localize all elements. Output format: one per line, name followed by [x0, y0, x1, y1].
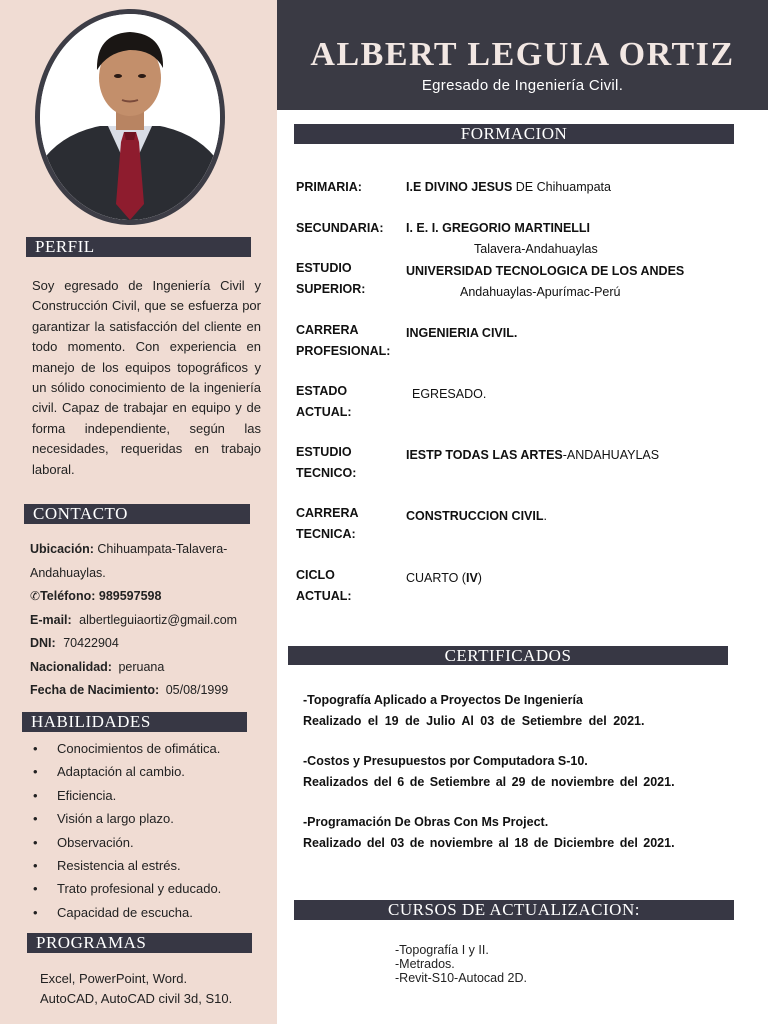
edu-value-rest: . [543, 509, 547, 523]
header-banner [277, 0, 768, 110]
edu-value [406, 323, 736, 344]
edu-value [406, 218, 736, 259]
edu-label: SECUNDARIA: [296, 221, 384, 235]
telefono-value: 989597598 [98, 589, 162, 603]
profile-photo [40, 14, 220, 220]
edu-value-rest: -ANDAHUAYLAS [562, 448, 660, 462]
edu-label: CARRERA PROFESIONAL: [296, 323, 391, 358]
list-item: • Adaptación al cambio. [33, 760, 263, 783]
edu-value-bold: I.E DIVINO JESUS [406, 180, 513, 194]
edu-label: ESTUDIO SUPERIOR: [296, 261, 366, 296]
ubicacion-label: Ubicación: [30, 542, 94, 556]
courses-list [395, 943, 527, 985]
edu-label: CARRERA TECNICA: [296, 506, 359, 541]
cert-item [303, 751, 723, 793]
list-item: • Resistencia al estrés. [33, 854, 263, 877]
edu-label: ESTUDIO TECNICO: [296, 445, 357, 480]
edu-value-bold: INGENIERIA CIVIL. [406, 326, 518, 340]
ubicacion-value-line2: Andahuaylas. [30, 565, 106, 580]
edu-value: EGRESADO. [412, 387, 487, 401]
edu-value [406, 568, 736, 589]
programs-text [40, 969, 270, 1009]
perfil-text: Soy egresado de Ingeniería Civil y Construcción Civil, que se esfuerza por garantizar la satisfacción del cliente en todo momento. Con experiencia en manejo de los equipos topográficos y un sólido conocimiento de la ingeniería civil. Capaz de trabajar en equipo y de forma independiente, según las necesidades, requeridas en trabajo laboral. [32, 278, 261, 477]
perfil-heading: PERFIL [26, 237, 251, 257]
formacion-heading: FORMACION [294, 124, 734, 144]
programs-line-2: AutoCAD, AutoCAD civil 3d, S10. [40, 991, 233, 1006]
profile-photo-frame [35, 9, 225, 225]
programas-heading: PROGRAMAS [27, 933, 252, 953]
contact-dni [30, 632, 270, 656]
edu-value-pre: CUARTO ( [406, 571, 466, 585]
edu-value-bold: IV [465, 571, 478, 585]
cert-title: -Costos y Presupuestos por Computadora S-10. [303, 754, 588, 768]
list-item: -Metrados. [395, 957, 455, 971]
cert-item [303, 690, 723, 732]
edu-label: PRIMARIA: [296, 180, 362, 194]
edu-value [406, 445, 736, 466]
cert-item [303, 812, 723, 854]
list-item: • Eficiencia. [33, 784, 263, 807]
contact-ubicacion [30, 538, 270, 562]
email-label: E-mail: [30, 612, 72, 627]
contacto-heading: CONTACTO [24, 504, 250, 524]
cert-title: -Topografía Aplicado a Proyectos De Ingeniería [303, 693, 583, 707]
list-item: -Revit-S10-Autocad 2D. [395, 971, 528, 985]
nacimiento-label: Fecha de Nacimiento: [30, 683, 160, 697]
ubicacion-value: Chihuampata-Talavera- [97, 542, 228, 556]
list-item: -Topografía I y II. [395, 943, 489, 957]
edu-value-sub: Talavera-Andahuaylas [474, 241, 598, 256]
email-value[interactable]: albertleguiaortiz@gmail.com [79, 612, 238, 627]
cert-detail: Realizados del 6 de Setiembre al 29 de noviembre del 2021. [303, 775, 675, 789]
cert-detail: Realizado del 03 de noviembre al 18 de Diciembre del 2021. [303, 836, 675, 850]
edu-value [406, 261, 736, 302]
list-item: • Conocimientos de ofimática. [33, 737, 263, 760]
edu-value-post: ) [477, 571, 482, 585]
phone-icon: ✆ [30, 589, 41, 603]
nacionalidad-value: peruana [118, 659, 165, 674]
edu-value-sub: Andahuaylas-Apurímac-Perú [460, 284, 621, 299]
sidebar [0, 0, 277, 1024]
candidate-role: Egresado de Ingeniería Civil. [421, 77, 624, 94]
edu-value-bold: UNIVERSIDAD TECNOLOGICA DE LOS ANDES [406, 264, 685, 278]
edu-label: ESTADO ACTUAL: [296, 384, 352, 419]
cert-title: -Programación De Obras Con Ms Project. [303, 815, 549, 829]
contact-list [30, 538, 270, 703]
edu-value-bold: IESTP TODAS LAS ARTES [406, 448, 563, 462]
programs-line-1: Excel, PowerPoint, Word. [40, 971, 188, 986]
cursos-heading: CURSOS DE ACTUALIZACION: [294, 900, 734, 920]
contact-nacimiento [30, 679, 270, 703]
contact-email [30, 609, 270, 633]
edu-value [406, 506, 736, 527]
list-item: • Visión a largo plazo. [33, 807, 263, 830]
edu-label: CICLO ACTUAL: [296, 568, 352, 603]
skills-list [33, 737, 263, 924]
candidate-name: ALBERT LEGUIA ORTIZ [310, 36, 735, 73]
edu-value-bold: CONSTRUCCION CIVIL [406, 509, 544, 523]
list-item: • Observación. [33, 831, 263, 854]
list-item: • Trato profesional y educado. [33, 877, 263, 900]
edu-value-bold: I. E. I. GREGORIO MARTINELLI [406, 221, 591, 235]
certificados-heading: CERTIFICADOS [288, 646, 728, 665]
contact-nacionalidad [30, 656, 270, 680]
edu-value-rest: DE Chihuampata [512, 180, 611, 194]
nacimiento-value: 05/08/1999 [165, 683, 229, 697]
list-item: • Capacidad de escucha. [33, 901, 263, 924]
telefono-label: Teléfono: [40, 589, 96, 603]
cert-detail: Realizado el 19 de Julio Al 03 de Setiembre del 2021. [303, 714, 645, 728]
dni-label: DNI: [30, 636, 56, 650]
contact-telefono [30, 585, 270, 609]
habilidades-heading: HABILIDADES [22, 712, 247, 732]
dni-value: 70422904 [63, 636, 119, 650]
nacionalidad-label: Nacionalidad: [30, 659, 112, 674]
edu-value [406, 177, 736, 198]
